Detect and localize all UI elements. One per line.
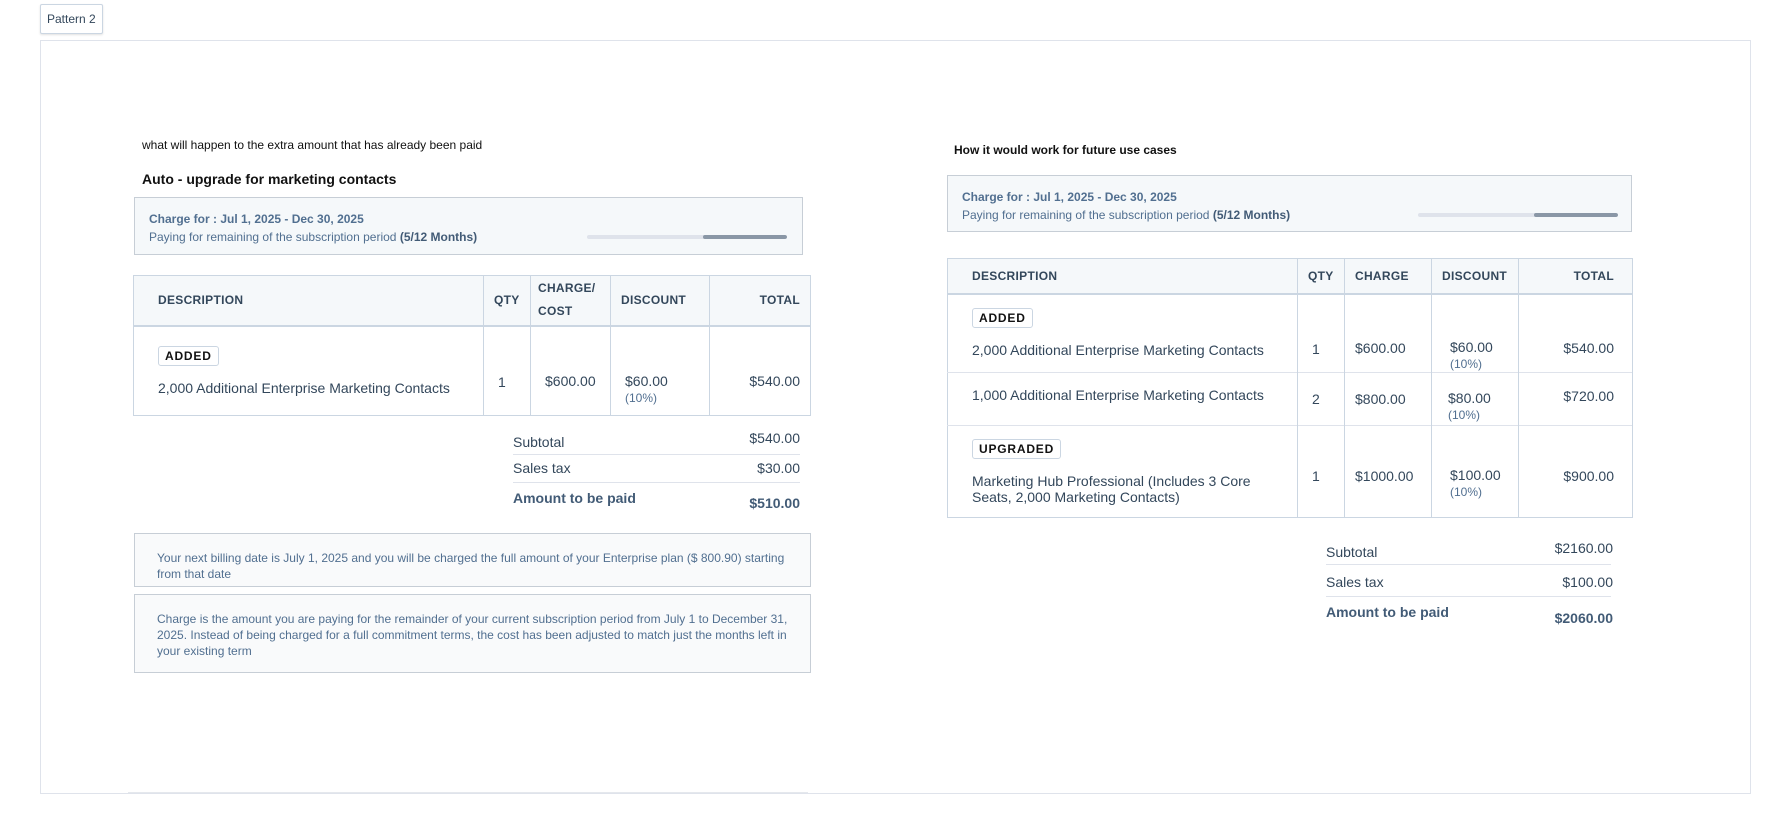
line-charge: $1000.00 <box>1345 426 1432 518</box>
line-description: 2,000 Additional Enterprise Marketing Contacts <box>158 379 450 396</box>
col-description: DESCRIPTION <box>948 259 1298 294</box>
right-tax-label: Sales tax <box>1326 574 1384 590</box>
col-charge-cost: CHARGE/ COST <box>531 276 611 326</box>
right-line-items-table <box>947 258 1633 518</box>
line-discount: $60.00 (10%) <box>1432 294 1519 373</box>
col-description: DESCRIPTION <box>134 276 484 326</box>
billing-date-note: Your next billing date is July 1, 2025 and you will be charged the full amount of your Enterprise plan ($ 800.90) starting from that date <box>134 533 811 587</box>
table-row <box>948 294 1633 373</box>
right-subtotal-label: Subtotal <box>1326 544 1378 560</box>
divider <box>513 454 800 455</box>
left-tax-value: $30.00 <box>757 460 800 476</box>
charge-explanation-note: Charge is the amount you are paying for the remainder of your current subscription period from July 1 to December 31, 2025. Instead of being charged for a full commitment terms, the cost has been adjusted to match just the months left in your existing term <box>134 594 811 673</box>
right-charge-subtitle: Paying for remaining of the subscription period (5/12 Months) <box>962 208 1291 222</box>
left-charge-title: Charge for : Jul 1, 2025 - Dec 30, 2025 <box>149 212 364 226</box>
line-discount: $100.00 (10%) <box>1432 426 1519 518</box>
col-discount: DISCOUNT <box>611 276 710 326</box>
col-charge: CHARGE <box>1345 259 1432 294</box>
right-period-progress <box>1418 213 1618 217</box>
col-total: TOTAL <box>1519 259 1633 294</box>
left-note: what will happen to the extra amount that has already been paid <box>142 138 483 152</box>
left-due-value: $510.00 <box>749 495 800 511</box>
left-line-items-table <box>133 275 811 416</box>
line-total: $540.00 <box>710 326 811 416</box>
col-discount: DISCOUNT <box>1432 259 1519 294</box>
line-total: $900.00 <box>1519 426 1633 518</box>
table-row <box>948 426 1633 518</box>
col-qty: QTY <box>1298 259 1345 294</box>
left-charge-card <box>134 197 803 255</box>
left-subtotal-value: $540.00 <box>749 430 800 446</box>
right-subtotal-value: $2160.00 <box>1554 540 1613 556</box>
left-tax-label: Sales tax <box>513 460 571 476</box>
line-charge: $600.00 <box>531 326 611 416</box>
line-description: 1,000 Additional Enterprise Marketing Contacts <box>948 373 1298 426</box>
table-row <box>134 326 811 416</box>
col-qty: QTY <box>484 276 531 326</box>
divider <box>1326 564 1611 565</box>
line-qty: 1 <box>484 326 531 416</box>
left-period-progress <box>587 235 787 239</box>
upgraded-badge: UPGRADED <box>972 439 1061 459</box>
line-charge: $600.00 <box>1345 294 1432 373</box>
line-total: $540.00 <box>1519 294 1633 373</box>
pattern-tab[interactable]: Pattern 2 <box>40 4 103 34</box>
right-charge-title: Charge for : Jul 1, 2025 - Dec 30, 2025 <box>962 190 1177 204</box>
left-due-label: Amount to be paid <box>513 490 636 506</box>
right-tax-value: $100.00 <box>1562 574 1613 590</box>
col-total: TOTAL <box>710 276 811 326</box>
line-qty: 1 <box>1298 294 1345 373</box>
divider <box>513 482 800 483</box>
added-badge: ADDED <box>972 308 1033 328</box>
line-qty: 1 <box>1298 426 1345 518</box>
left-subtotal-label: Subtotal <box>513 434 565 450</box>
left-title: Auto - upgrade for marketing contacts <box>142 171 397 187</box>
line-total: $720.00 <box>1519 373 1633 426</box>
divider <box>1326 596 1611 597</box>
right-due-label: Amount to be paid <box>1326 604 1449 620</box>
line-description: Marketing Hub Professional (Includes 3 Core Seats, 2,000 Marketing Contacts) <box>972 472 1251 505</box>
left-period-progress-fill <box>703 235 787 239</box>
line-description: 2,000 Additional Enterprise Marketing Contacts <box>972 342 1264 359</box>
right-due-value: $2060.00 <box>1554 610 1613 626</box>
frame-bottom-divider <box>128 792 808 793</box>
left-charge-subtitle: Paying for remaining of the subscription period (5/12 Months) <box>149 230 478 244</box>
line-charge: $800.00 <box>1345 373 1432 426</box>
line-discount: $60.00 (10%) <box>611 326 710 416</box>
right-title: How it would work for future use cases <box>954 143 1177 157</box>
line-qty: 2 <box>1298 373 1345 426</box>
added-badge: ADDED <box>158 346 219 366</box>
line-discount: $80.00 (10%) <box>1432 373 1519 426</box>
right-charge-card <box>947 175 1632 232</box>
right-period-progress-fill <box>1534 213 1618 217</box>
table-row <box>948 373 1633 426</box>
